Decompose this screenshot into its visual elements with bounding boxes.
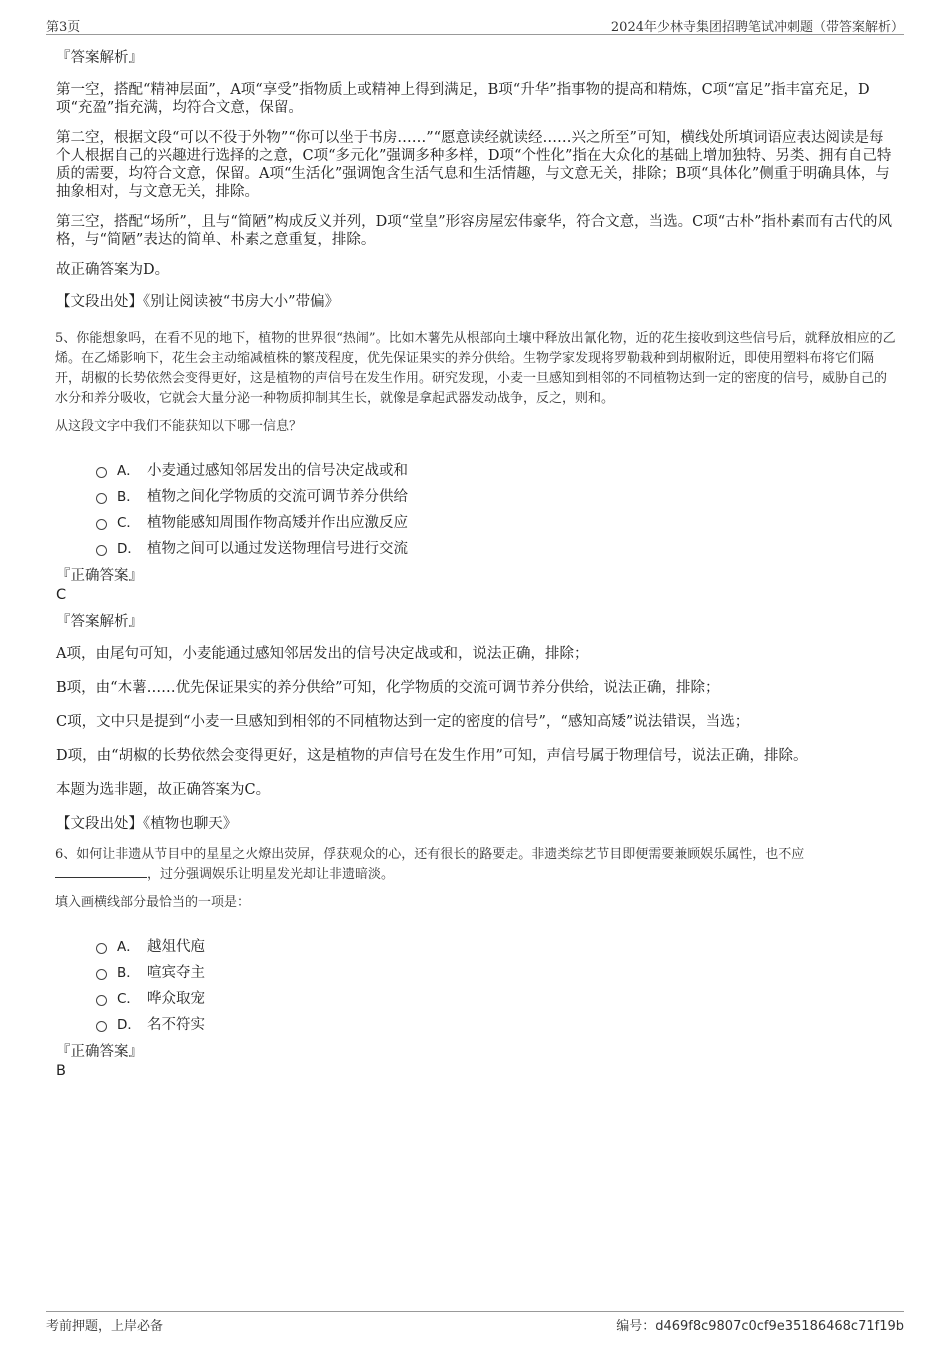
q4-conclusion: 故正确答案为D。 [56,262,170,278]
q5-conclusion: 本题为选非题，故正确答案为C。 [56,782,271,798]
q5-source: 【文段出处】《植物也聊天》 [56,816,238,832]
fill-blank-line [55,865,147,878]
q5-analysis-a: A项，由尾句可知，小麦能通过感知邻居发出的信号决定战或和，说法正确，排除； [56,646,589,662]
radio-icon[interactable] [96,969,107,980]
option-text: 哗众取宠 [147,990,205,1007]
q6-text-after: ，过分强调娱乐让明星发光却让非遗暗淡。 [147,867,395,882]
option-text: 植物之间可以通过发送物理信号进行交流 [147,540,408,557]
q5-analysis-b: B项，由“木薯……优先保证果实的养分供给”可知，化学物质的交流可调节养分供给，说法正确，排除； [56,680,720,696]
document-title: 2024年少林寺集团招聘笔试冲刺题（带答案解析） [610,20,904,35]
q4-analysis-p3: 第三空，搭配“场所”，且与“简陋”构成反义并列，D项“堂皇”形容房屋宏伟豪华，符合文意，当选。C项“古朴”指朴素而有古代的风格，与“简陋”表达的简单、朴素之意重复，排除。 [56,214,893,248]
page-footer [46,1311,904,1336]
q6-option-b[interactable] [96,958,896,984]
q4-analysis [56,46,896,311]
footer-slogan: 考前押题，上岸必备 [46,1319,164,1334]
q6-text-before: 6、如何让非遗从节目中的星星之火燎出荧屏，俘获观众的心，还有很长的路要走。非遗类综艺节目即便需要兼顾娱乐属性，也不应 [55,847,805,862]
option-letter: B． [117,965,140,981]
option-letter: C． [117,991,140,1007]
q6-block [56,845,896,1080]
option-text: 喧宾夺主 [147,964,205,981]
option-text: 越俎代庖 [147,938,205,955]
radio-icon[interactable] [96,493,107,504]
q5-question-text: 5、你能想象吗，在看不见的地下，植物的世界很“热闹”。比如木薯先从根部向土壤中释放出氰化物，近的花生接收到这些信号后，就释放相应的乙烯。在乙烯影响下，花生会主动缩减植株的繁茂程度，优先保证果实的养分供给。生物学家发现将罗勒栽种到胡椒附近，即使用塑料布将它们隔开，胡椒的长势依然会变得更好，这是植物的声信号在发生作用。研究发现，小麦一旦感知到相邻的不同植物达到一定的密度的信号，威胁自己的水分和养分吸收，它就会大量分泌一种物质抑制其生长，就像是拿起武器发动战争，反之，则和。 [55,331,896,406]
q6-correct-label: 『正确答案』 [56,1044,143,1060]
option-text: 名不符实 [147,1016,205,1033]
q5-question-prompt: 从这段文字中我们不能获知以下哪一信息？ [55,419,303,434]
q5-block [56,329,896,833]
q6-correct-answer: B [56,1063,66,1079]
option-text: 植物能感知周围作物高矮并作出应激反应 [147,514,408,531]
option-letter: A． [117,939,140,955]
document-code [616,1315,904,1334]
radio-icon[interactable] [96,545,107,556]
q4-analysis-p1: 第一空，搭配“精神层面”，A项“享受”指物质上或精神上得到满足，B项“升华”指事物的提高和精炼，C项“富足”指丰富充足，D项“充盈”指充满，均符合文意，保留。 [56,82,870,116]
q4-analysis-p2: 第二空，根据文段“可以不役于外物”“你可以坐于书房……”“愿意读经就读经……兴之所至”可知，横线处所填词语应表达阅读是每个人根据自己的兴趣进行选择的之意，C项“多元化”强调多种多样，D项“个性化”指在大众化的基础上增加独特、另类、拥有自己特质的需要，均符合文意，保留。A项“生活化”强调饱含生活气息和生活情趣，与文意无关，排除；B项“具体化”侧重于明确具体，与抽象相对，与文意无关，排除。 [56,130,892,200]
radio-icon[interactable] [96,943,107,954]
q4-source: 【文段出处】《别让阅读被“书房大小”带偏》 [56,294,340,310]
code-value: d469f8c9807c0cf9e35186468c71f19b [655,1319,904,1334]
page-header [46,14,904,35]
radio-icon[interactable] [96,467,107,478]
q5-correct-answer: C [56,587,67,603]
option-letter: B． [117,489,140,505]
q6-option-d[interactable] [96,1010,896,1036]
q6-question-prompt: 填入画横线部分最恰当的一项是： [55,895,251,910]
option-letter: A． [117,463,140,479]
q5-option-c[interactable] [96,508,896,534]
page-number: 第3页 [46,20,81,35]
q5-analysis-label: 『答案解析』 [56,614,143,630]
q6-question-text [55,845,896,885]
q5-analysis-c: C项，文中只是提到“小麦一旦感知到相邻的不同植物达到一定的密度的信号”，“感知高矮”说法错误，当选； [56,714,750,730]
page-content [56,46,896,1086]
option-letter: D． [117,541,141,557]
option-letter: C． [117,515,140,531]
option-text: 小麦通过感知邻居发出的信号决定战或和 [147,462,408,479]
radio-icon[interactable] [96,519,107,530]
q5-option-a[interactable] [96,456,896,482]
q5-correct-label: 『正确答案』 [56,568,143,584]
code-label: 编号： [616,1319,656,1334]
q5-analysis-d: D项，由“胡椒的长势依然会变得更好，这是植物的声信号在发生作用”可知，声信号属于物理信号，说法正确，排除。 [56,748,808,764]
q4-analysis-label: 『答案解析』 [56,50,143,66]
option-letter: D． [117,1017,141,1033]
q6-option-c[interactable] [96,984,896,1010]
q6-options [96,932,896,1036]
radio-icon[interactable] [96,1021,107,1032]
q5-option-b[interactable] [96,482,896,508]
radio-icon[interactable] [96,995,107,1006]
q5-options [96,456,896,560]
q5-option-d[interactable] [96,534,896,560]
q6-option-a[interactable] [96,932,896,958]
option-text: 植物之间化学物质的交流可调节养分供给 [147,488,408,505]
